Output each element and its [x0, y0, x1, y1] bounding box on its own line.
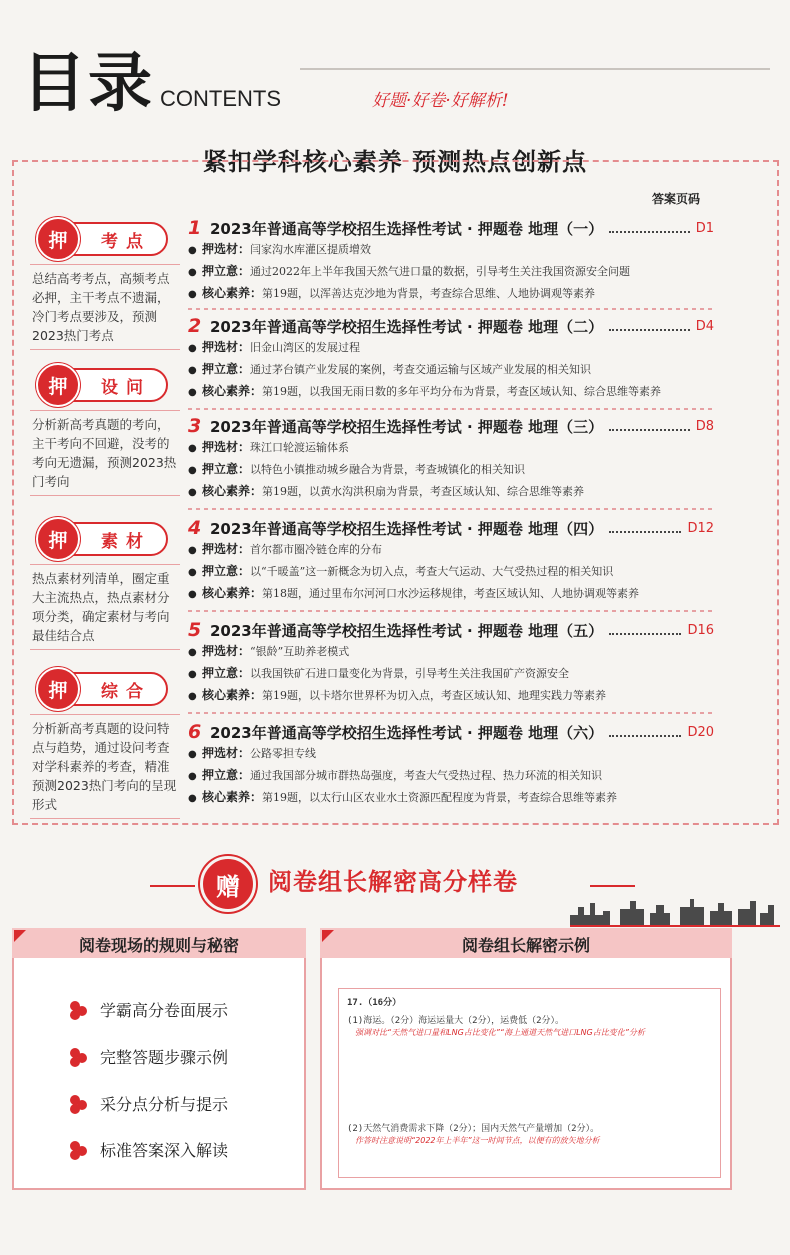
gift-title: 阅卷组长解密高分样卷	[268, 868, 518, 896]
rules-panel-tab	[12, 928, 306, 958]
entry-title[interactable]: 2023年普通高等学校招生选择性考试 · 押题卷 地理（三）	[210, 417, 604, 436]
row-value: 第19题，以浑善达克沙地为背景，考查综合思维、人地协调观等素养	[262, 287, 596, 300]
bullet-icon: ●	[188, 545, 197, 556]
bullet-icon: ●	[188, 589, 197, 600]
rules-panel-title: 阅卷现场的规则与秘密	[78, 936, 239, 955]
row-value: 闫家沟水库灌区提质增效	[250, 243, 372, 256]
row-value: 首尔都市圈冷链仓库的分布	[250, 543, 383, 556]
leader-dots	[609, 321, 690, 331]
row-key: 核心素养：	[202, 586, 263, 600]
row-key: 押选材：	[202, 644, 251, 658]
entry-separator	[188, 408, 714, 410]
row-value: 第18题，通过里布尔河河口水沙运移规律，考查区域认知、人地协调观等素养	[262, 587, 640, 600]
bullet-icon: ●	[188, 771, 197, 782]
badge-circle: 押	[36, 217, 80, 261]
row-key: 押选材：	[202, 340, 251, 354]
gift-rule-left	[150, 885, 195, 887]
row-key: 押选材：	[202, 242, 251, 256]
slogan: 好题·好卷·好解析!	[372, 91, 509, 111]
bullet-icon: ●	[188, 365, 197, 376]
toc-entry-3[interactable]	[188, 414, 714, 504]
entry-page[interactable]: D12	[687, 520, 714, 536]
row-value: “银龄”互助养老模式	[250, 645, 350, 658]
leader-dots	[609, 625, 681, 635]
sidebar-block-kaodian	[30, 222, 180, 350]
toc-entry-4[interactable]	[188, 516, 714, 606]
row-value: 通过2022年上半年我国天然气进口量的数据，引导考生关注我国资源安全问题	[250, 265, 631, 278]
badge-circle: 押	[36, 517, 80, 561]
entry-separator	[188, 712, 714, 714]
entry-title[interactable]: 2023年普通高等学校招生选择性考试 · 押题卷 地理（四）	[210, 519, 604, 538]
row-key: 核心素养：	[202, 484, 263, 498]
badge	[42, 222, 168, 256]
row-value: 第19题，以黄水沟洪积扇为背景，考查区域认知、综合思维等素养	[262, 485, 585, 498]
sidebar-block-shewen	[30, 368, 180, 496]
badge-description: 分析新高考真题的设问特点与趋势，通过设问考查对学科素养的考查，精准预测2023热门考向的呈现形式	[30, 714, 180, 819]
sidebar-block-sucai	[30, 522, 180, 650]
row-value: 第19题，以我国无雨日数的多年平均分布为背景，考查区域认知、综合思维等素养	[262, 385, 662, 398]
page-title-en: CONTENTS	[160, 86, 281, 111]
gift-circle: 赠	[200, 856, 256, 912]
badge-circle: 押	[36, 667, 80, 711]
rules-list-item	[70, 1138, 228, 1161]
bullet-icon: ●	[188, 567, 197, 578]
row-key: 押立意：	[202, 666, 251, 680]
leader-dots	[609, 727, 681, 737]
sample-note-2: 作答时注意说明“2022年上半年”这一时间节点，以便有的放矢地分析	[355, 1136, 600, 1145]
row-value: 公路零担专线	[250, 747, 317, 760]
badge	[42, 368, 168, 402]
badge-label: 综合	[101, 681, 151, 702]
answer-page-label: 答案页码	[651, 192, 700, 206]
sidebar-block-zonghe	[30, 672, 180, 819]
leader-dots	[609, 421, 690, 431]
row-key: 押立意：	[202, 264, 251, 278]
bullet-icon: ●	[188, 749, 197, 760]
row-key: 押立意：	[202, 462, 251, 476]
bullet-icon: ●	[188, 387, 197, 398]
entry-title[interactable]: 2023年普通高等学校招生选择性考试 · 押题卷 地理（二）	[210, 317, 604, 336]
badge-label: 考点	[101, 231, 151, 252]
bullet-icon: ●	[188, 267, 197, 278]
entry-number: 5	[188, 619, 202, 641]
row-key: 押选材：	[202, 746, 251, 760]
badge-description: 热点素材列清单，圈定重大主流热点，热点素材分项分类，确定素材与考向最佳结合点	[30, 564, 180, 650]
entry-page[interactable]: D16	[687, 622, 714, 638]
bullet-icon: ●	[188, 691, 197, 702]
entry-page[interactable]: D1	[695, 220, 714, 236]
row-key: 押选材：	[202, 542, 251, 556]
toc-entry-2[interactable]	[188, 314, 714, 404]
bullet-icon: ●	[188, 647, 197, 658]
row-value: 第19题，以太行山区农业水土资源匹配程度为背景，考查综合思维等素养	[262, 791, 618, 804]
row-value: 第19题，以卡塔尔世界杯为切入点，考查区域认知、地理实践力等素养	[262, 689, 607, 702]
gift-rule-right	[590, 885, 635, 887]
entry-page[interactable]: D20	[687, 724, 714, 740]
example-panel-tab	[320, 928, 732, 958]
row-key: 核心素养：	[202, 790, 263, 804]
skyline-icon	[570, 897, 780, 927]
leader-dots	[609, 523, 681, 533]
badge	[42, 522, 168, 556]
sample-answer-sheet	[338, 988, 721, 1178]
entry-number: 3	[188, 415, 202, 437]
entry-page[interactable]: D4	[695, 318, 714, 334]
badge-description: 总结高考考点，高频考点必押，主干考点不遗漏，冷门考点要涉及，预测2023热门考点	[30, 264, 180, 350]
cluster-icon	[70, 1141, 88, 1159]
rules-item-label: 采分点分析与提示	[100, 1095, 229, 1114]
leader-dots	[609, 223, 690, 233]
bullet-icon: ●	[188, 289, 197, 300]
row-key: 押立意：	[202, 564, 251, 578]
sample-question: 17.（16分）	[347, 998, 402, 1008]
toc-entry-1[interactable]	[188, 216, 714, 306]
example-panel-title: 阅卷组长解密示例	[461, 936, 590, 955]
row-value: 以我国铁矿石进口量变化为背景，引导考生关注我国矿产资源安全	[250, 667, 570, 680]
rules-item-label: 学霸高分卷面展示	[100, 1001, 229, 1020]
entry-number: 6	[188, 721, 202, 743]
rules-item-label: 标准答案深入解读	[100, 1141, 229, 1160]
rules-list-item	[70, 1045, 228, 1068]
entry-number: 2	[188, 315, 202, 337]
entry-separator	[188, 610, 714, 612]
sample-note-1: 强调对比“天然气进口量和LNG占比变化”“海上通道天然气进口LNG占比变化”分析	[355, 1028, 645, 1037]
row-key: 核心素养：	[202, 688, 263, 702]
corner-mark	[322, 930, 334, 942]
row-value: 珠江口轮渡运输体系	[250, 441, 350, 454]
bullet-icon: ●	[188, 669, 197, 680]
badge	[42, 672, 168, 706]
row-key: 押立意：	[202, 362, 251, 376]
rules-list-item	[70, 998, 228, 1021]
subtitle: 紧扣学科核心素养 预测热点创新点	[202, 148, 588, 176]
corner-mark	[14, 930, 26, 942]
entry-number: 1	[188, 217, 202, 239]
toc-entry-5[interactable]	[188, 618, 714, 708]
row-value: 通过我国部分城市群热岛强度，考查大气受热过程、热力环流的相关知识	[250, 769, 603, 782]
badge-description: 分析新高考真题的考向，主干考向不回避，没考的考向无遗漏，预测2023热门考向	[30, 410, 180, 496]
entry-page[interactable]: D8	[695, 418, 714, 434]
bullet-icon: ●	[188, 487, 197, 498]
row-value: 以特色小镇推动城乡融合为背景，考查城镇化的相关知识	[250, 463, 526, 476]
cluster-icon	[70, 1001, 88, 1019]
row-key: 核心素养：	[202, 384, 263, 398]
cluster-icon	[70, 1048, 88, 1066]
badge-label: 设问	[101, 377, 151, 398]
rules-item-label: 完整答题步骤示例	[100, 1048, 229, 1067]
entry-title[interactable]: 2023年普通高等学校招生选择性考试 · 押题卷 地理（一）	[210, 219, 604, 238]
row-value: 以“千暖盖”这一新概念为切入点，考查大气运动、大气受热过程的相关知识	[250, 565, 614, 578]
sample-answer-1: (1)海运。（2分）海运运量大（2分），运费低（2分）。	[347, 1016, 565, 1026]
entry-separator	[188, 508, 714, 510]
row-value: 旧金山湾区的发展过程	[250, 341, 361, 354]
bullet-icon: ●	[188, 245, 197, 256]
bullet-icon: ●	[188, 443, 197, 454]
badge-label: 素材	[101, 531, 151, 552]
badge-circle: 押	[36, 363, 80, 407]
bullet-icon: ●	[188, 465, 197, 476]
entry-title[interactable]: 2023年普通高等学校招生选择性考试 · 押题卷 地理（五）	[210, 621, 604, 640]
sample-answer-2: (2)天然气消费需求下降（2分）；国内天然气产量增加（2分）。	[347, 1124, 600, 1134]
rules-list-item	[70, 1092, 228, 1115]
row-value: 通过茅台镇产业发展的案例，考查交通运输与区域产业发展的相关知识	[250, 363, 592, 376]
page-title: 目录	[22, 47, 154, 121]
bullet-icon: ●	[188, 343, 197, 354]
cluster-icon	[70, 1095, 88, 1113]
row-key: 核心素养：	[202, 286, 263, 300]
row-key: 押立意：	[202, 768, 251, 782]
header-rule	[300, 68, 770, 70]
entry-title[interactable]: 2023年普通高等学校招生选择性考试 · 押题卷 地理（六）	[210, 723, 604, 742]
entry-separator	[188, 308, 714, 310]
row-key: 押选材：	[202, 440, 251, 454]
entry-number: 4	[188, 517, 202, 539]
toc-entry-6[interactable]	[188, 720, 714, 810]
bullet-icon: ●	[188, 793, 197, 804]
